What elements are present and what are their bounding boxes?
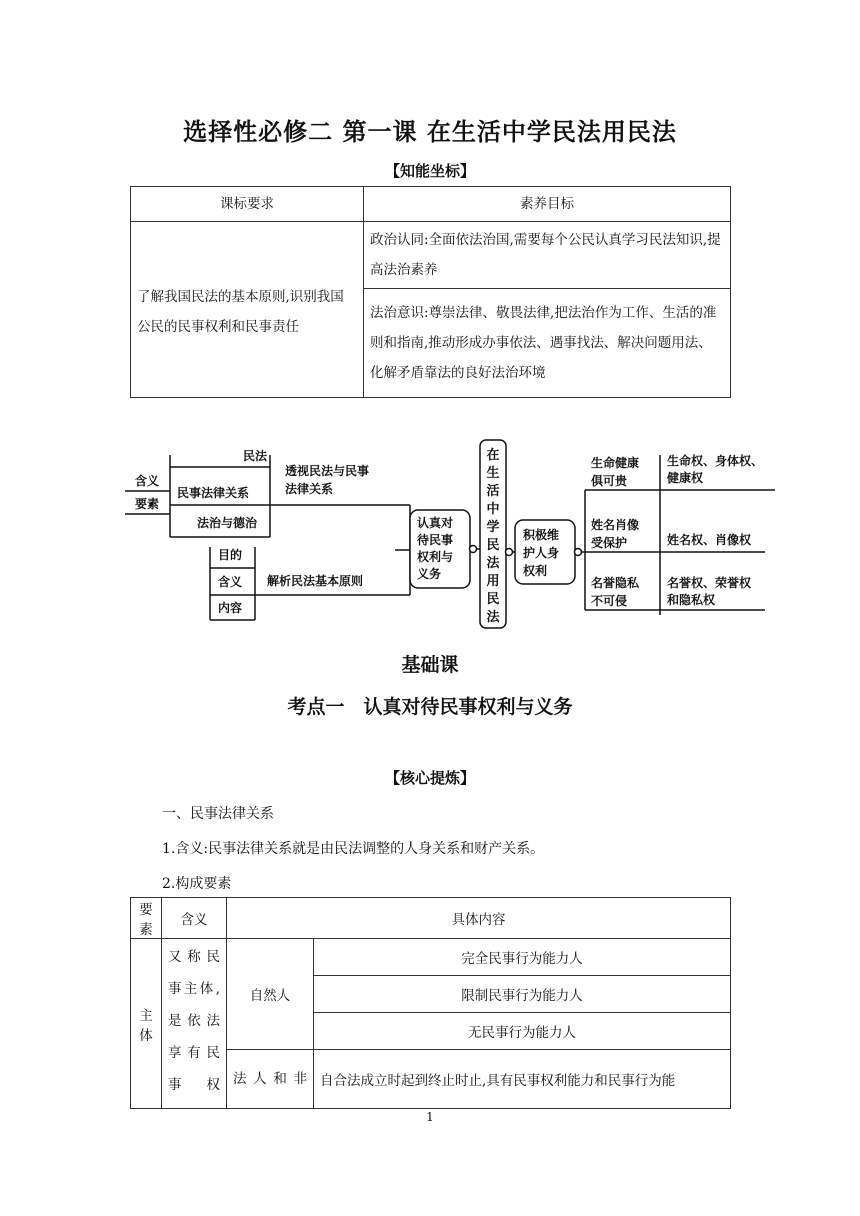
paragraph: 一、民事法律关系 — [162, 806, 274, 822]
page-number: 1 — [426, 1110, 434, 1124]
mm-principles: 解析民法基本原则 — [267, 574, 364, 588]
paragraph: 2.构成要素 — [162, 876, 232, 892]
goal-cell: 政治认同:全面依法治国,需要每个公民认真学习民法知识,提高法治素养 — [364, 222, 731, 289]
table-header: 素养目标 — [364, 187, 731, 222]
table-header: 具体内容 — [227, 898, 731, 939]
mm-group-1b: 俱可贵 — [591, 474, 628, 488]
mm-rights-2: 姓名权、肖像权 — [667, 533, 752, 547]
mm-left-branch-3: 权利与 — [417, 550, 454, 564]
legal-person-cell: 法人和非 — [227, 1050, 314, 1109]
page-title: 选择性必修二 第一课 在生活中学民法用民法 — [183, 118, 677, 146]
mm-hanyi: 含义 — [135, 474, 160, 488]
mm-left-branch-1: 认真对 — [417, 516, 454, 530]
mm-minfa: 民法 — [243, 449, 268, 463]
natural-person-cell: 自然人 — [227, 939, 314, 1050]
mm-ss-relation-2: 法律关系 — [285, 482, 334, 496]
mm-hanyi2: 含义 — [218, 575, 243, 589]
mm-left-branch-2: 待民事 — [417, 533, 454, 547]
mm-group-2b: 受保护 — [591, 536, 628, 550]
ability-cell: 完全民事行为能力人 — [314, 939, 731, 976]
mm-right-branch-1: 积极维 — [523, 528, 560, 542]
mm-mudi: 目的 — [218, 548, 243, 562]
mm-group-3a: 名誉隐私 — [591, 576, 640, 590]
mm-left-branch-4: 义务 — [417, 567, 442, 581]
mm-neirong: 内容 — [218, 601, 243, 615]
table-header: 含义 — [162, 898, 227, 939]
mm-ss-relation-1: 透视民法与民事 — [285, 464, 370, 478]
section-knowledge-heading: 【知能坐标】 — [384, 162, 475, 180]
meaning-cell: 又称民事主体,是依法享有民事权 — [162, 939, 227, 1109]
mind-map — [125, 435, 785, 630]
mm-right-branch-2: 护人身 — [523, 546, 560, 560]
mm-group-3b: 不可侵 — [591, 594, 628, 608]
elements-table — [130, 897, 731, 1109]
knowledge-table — [130, 186, 731, 398]
mm-yaosu: 要素 — [135, 497, 160, 511]
mm-rights-3a: 名誉权、荣誉权 — [667, 576, 752, 590]
mm-group-2a: 姓名肖像 — [591, 518, 640, 532]
mm-right-branch-3: 权利 — [523, 564, 548, 578]
mm-rights-1a: 生命权、身体权、 — [667, 454, 764, 468]
subject-cell: 主体 — [131, 939, 162, 1109]
mm-rights-1b: 健康权 — [667, 471, 704, 485]
ability-cell: 无民事行为能力人 — [314, 1013, 731, 1050]
mm-fazhi-dezhi: 法治与德治 — [197, 516, 258, 530]
paragraph: 1.含义:民事法律关系就是由民法调整的人身关系和财产关系。 — [162, 841, 545, 857]
core-section-heading: 【核心提炼】 — [384, 769, 475, 787]
table-header: 要素 — [131, 898, 162, 939]
ability-cell: 限制民事行为能力人 — [314, 976, 731, 1013]
mm-center: 在生活中学民法用民法 — [486, 448, 500, 625]
mm-civil-relation: 民事法律关系 — [177, 486, 250, 500]
legal-person-desc-cell: 自合法成立时起到终止时止,具有民事权利能力和民事行为能 — [314, 1050, 731, 1109]
goal-cell: 法治意识:尊崇法律、敬畏法律,把法治作为工作、生活的准则和指南,推动形成办事依法、遇事找法、解决问题用法、化解矛盾靠法的良好法治环境 — [364, 289, 731, 398]
point-heading: 考点一 认真对待民事权利与义务 — [287, 696, 573, 718]
mm-group-1a: 生命健康 — [591, 456, 640, 470]
basic-lesson-heading: 基础课 — [401, 654, 459, 676]
mm-rights-3b: 和隐私权 — [667, 593, 716, 607]
requirement-cell: 了解我国民法的基本原则,识别我国公民的民事权利和民事责任 — [131, 222, 364, 398]
table-header: 课标要求 — [131, 187, 364, 222]
